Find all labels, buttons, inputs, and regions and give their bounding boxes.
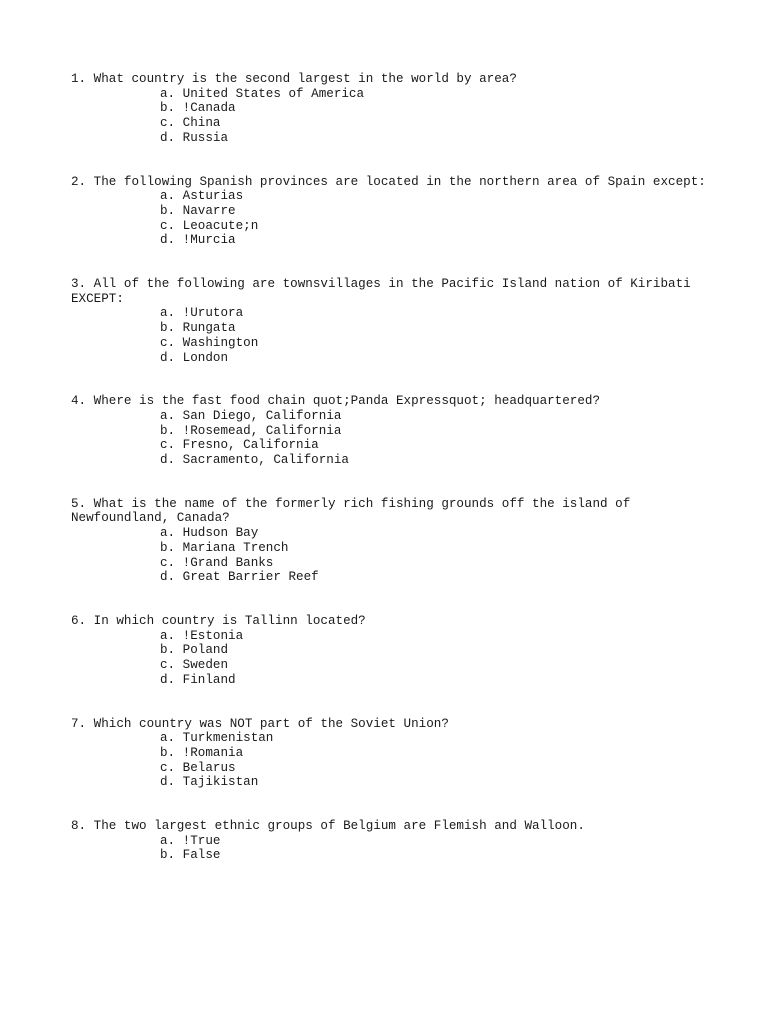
quiz-document: [71, 72, 731, 892]
answer-option: d. Sacramento, California: [160, 453, 349, 468]
answer-options: [71, 189, 731, 248]
answer-option: a. United States of America: [160, 86, 365, 101]
answer-option: c. China: [160, 116, 221, 131]
answer-option: b. False: [160, 848, 221, 863]
question-1: [71, 72, 731, 146]
answer-option: d. Finland: [160, 672, 236, 687]
answer-options: [71, 731, 731, 790]
answer-option: c. Sweden: [160, 658, 229, 673]
answer-option: d. London: [160, 350, 229, 365]
answer-options: [71, 526, 731, 585]
question-2: [71, 175, 731, 249]
answer-option: c. Leoacute;n: [160, 218, 259, 233]
answer-option: d. Tajikistan: [160, 775, 259, 790]
answer-options: [71, 834, 731, 863]
answer-option: b. Navarre: [160, 203, 236, 218]
question-8: [71, 819, 731, 863]
answer-option: b. Poland: [160, 643, 229, 658]
answer-option: d. !Murcia: [160, 233, 236, 248]
question-4: [71, 394, 731, 468]
answer-options: [71, 87, 731, 146]
answer-options: [71, 306, 731, 365]
answer-option: c. !Grand Banks: [160, 555, 274, 570]
answer-option: b. Rungata: [160, 321, 236, 336]
question-text: 3. All of the following are townsvillages in the Pacific Island nation of Kiribati EXCEPT:: [71, 277, 691, 306]
answer-option: c. Belarus: [160, 760, 236, 775]
answer-option: d. Great Barrier Reef: [160, 570, 319, 585]
answer-option: b. Mariana Trench: [160, 540, 289, 555]
answer-options: [71, 629, 731, 688]
question-7: [71, 717, 731, 791]
question-text: 6. In which country is Tallinn located?: [71, 613, 366, 628]
answer-options: [71, 409, 731, 468]
question-3: [71, 277, 731, 365]
answer-option: b. !Romania: [160, 745, 244, 760]
answer-option: a. Turkmenistan: [160, 731, 274, 746]
answer-option: a. !True: [160, 833, 221, 848]
question-5: [71, 497, 731, 585]
answer-option: a. San Diego, California: [160, 408, 342, 423]
question-text: 1. What country is the second largest in the world by area?: [71, 72, 517, 86]
question-text: 7. Which country was NOT part of the Soviet Union?: [71, 716, 449, 731]
question-text: 4. Where is the fast food chain quot;Panda Expressquot; headquartered?: [71, 394, 601, 409]
question-6: [71, 614, 731, 688]
answer-option: d. Russia: [160, 130, 229, 145]
answer-option: a. !Urutora: [160, 306, 244, 321]
question-text: 5. What is the name of the formerly rich fishing grounds off the island of Newfoundland, Canada?: [71, 496, 631, 526]
answer-option: b. !Canada: [160, 101, 236, 116]
answer-option: a. Asturias: [160, 189, 244, 204]
answer-option: c. Washington: [160, 335, 259, 350]
answer-option: a. Hudson Bay: [160, 526, 259, 541]
question-text: 2. The following Spanish provinces are located in the northern area of Spain except:: [71, 174, 706, 189]
answer-option: a. !Estonia: [160, 628, 244, 643]
question-text: 8. The two largest ethnic groups of Belgium are Flemish and Walloon.: [71, 819, 585, 834]
answer-option: b. !Rosemead, California: [160, 423, 342, 438]
answer-option: c. Fresno, California: [160, 438, 319, 453]
